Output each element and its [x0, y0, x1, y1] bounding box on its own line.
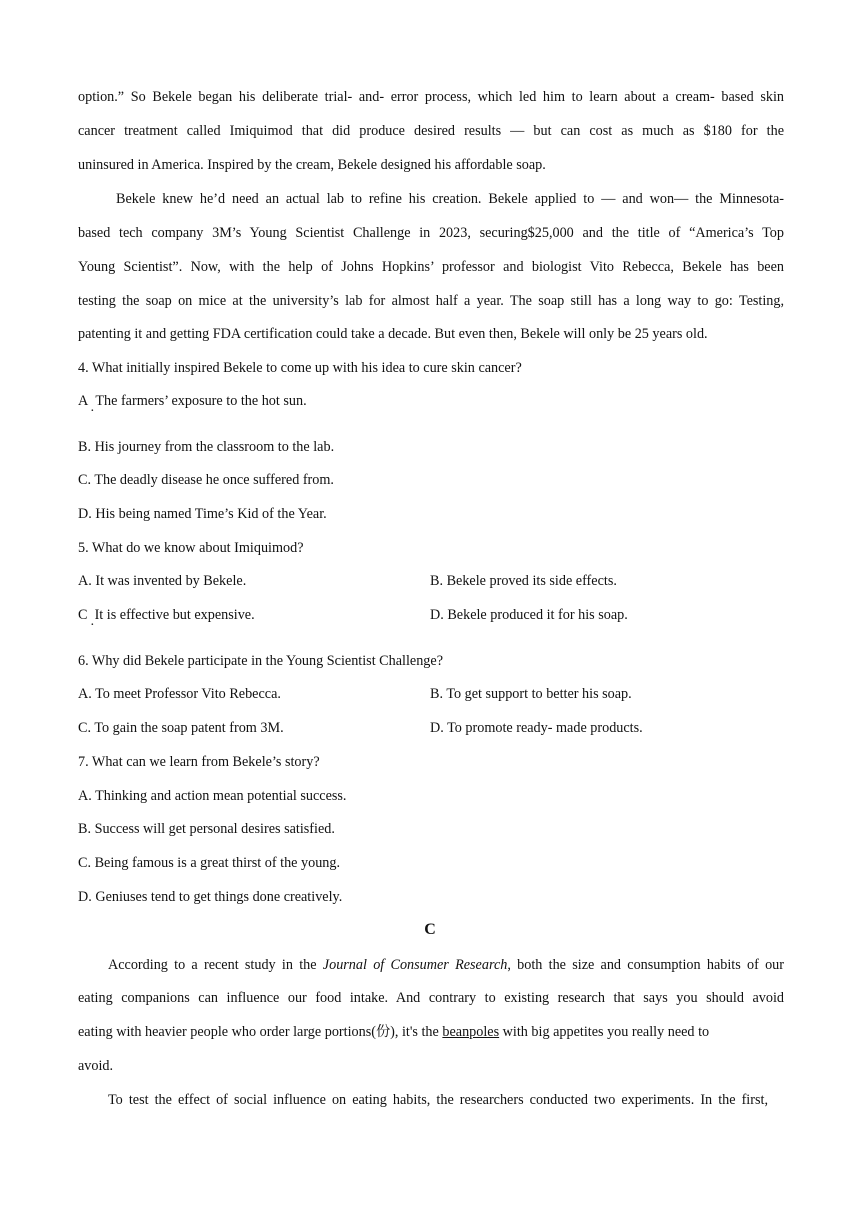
answer-option: [78, 887, 784, 907]
paragraph-line: To test the effect of social influence on eating habits, the researchers conducted two experiments. In the first,: [108, 1092, 768, 1108]
option-text: To meet Professor Vito Rebecca.: [95, 686, 281, 702]
option-letter: D.: [78, 889, 92, 905]
option-letter: D.: [78, 506, 92, 522]
option-letter: C.: [78, 472, 92, 488]
answer-option: [78, 718, 418, 738]
answer-option: [430, 571, 784, 591]
answer-option: [78, 786, 784, 806]
option-letter: D.: [430, 607, 444, 623]
option-letter: C.: [78, 720, 92, 736]
paragraph-line: uninsured in America. Inspired by the cream, Bekele designed his affordable soap.: [78, 157, 546, 173]
paragraph-line: Young Scientist”. Now, with the help of Johns Hopkins’ professor and biologist Vito Rebecca, Bekele has been: [78, 259, 784, 275]
journal-title: Journal of Consumer Research: [322, 957, 508, 973]
option-letter: B.: [430, 573, 444, 589]
paragraph-line: eating with heavier people who order large portions(份), it's the beanpoles with big appetites you really need to: [78, 1024, 710, 1040]
underlined-word: beanpoles: [442, 1024, 500, 1040]
paragraph-line: avoid.: [78, 1058, 114, 1074]
paragraph-line: cancer treatment called Imiquimod that did produce desired results — but can cost as much as $180 for the: [78, 123, 784, 139]
option-letter: A.: [78, 573, 92, 589]
question-stem: 6. Why did Bekele participate in the Young Scientist Challenge?: [78, 653, 443, 669]
dot-mark: ·: [90, 618, 95, 633]
question-stem: 4. What initially inspired Bekele to come up with his idea to cure skin cancer?: [78, 360, 522, 376]
answer-option: [78, 853, 784, 873]
paragraph-line: based tech company 3M’s Young Scientist Challenge in 2023, securing$25,000 and the title of “America’s Top: [78, 225, 784, 241]
option-letter: C: [78, 607, 88, 623]
paragraph-line: option.” So Bekele began his deliberate trial- and- error process, which led him to learn about a cream- based skin: [78, 89, 784, 105]
option-text: To gain the soap patent from 3M.: [94, 720, 284, 736]
option-text: Geniuses tend to get things done creatively.: [95, 889, 343, 905]
option-text: It was invented by Bekele.: [95, 573, 247, 589]
answer-option: [78, 437, 784, 457]
answer-option: [430, 718, 784, 738]
option-letter: A: [78, 393, 89, 409]
question-stem: 5. What do we know about Imiquimod?: [78, 540, 304, 556]
option-letter: B.: [78, 439, 92, 455]
section-heading: C: [424, 921, 436, 938]
option-text: Bekele proved its side effects.: [446, 573, 617, 589]
option-text: His being named Time’s Kid of the Year.: [95, 506, 327, 522]
answer-option: [78, 504, 784, 524]
answer-option: [430, 684, 784, 704]
answer-option: [78, 391, 784, 411]
option-text: Success will get personal desires satisfied.: [94, 821, 335, 837]
paragraph-line: testing the soap on mice at the university’s lab for almost half a year. The soap still has a long way to go: Testing,: [78, 293, 784, 309]
option-letter: A.: [78, 686, 92, 702]
answer-option: [78, 605, 418, 625]
option-text: Thinking and action mean potential success.: [95, 788, 347, 804]
paragraph-line: Bekele knew he’d need an actual lab to refine his creation. Bekele applied to — and won— the Minnesota-: [116, 191, 784, 207]
paragraph-line: According to a recent study in the Journal of Consumer Research, both the size and consumption habits of our: [108, 957, 784, 973]
option-text: The farmers’ exposure to the hot sun.: [95, 393, 307, 409]
answer-option: [78, 819, 784, 839]
answer-option: [430, 605, 784, 625]
option-text: It is effective but expensive.: [94, 607, 255, 623]
option-letter: A.: [78, 788, 92, 804]
option-text: Being famous is a great thirst of the young.: [94, 855, 341, 871]
paragraph-line: eating companions can influence our food intake. And contrary to existing research that says you should avoid: [78, 990, 784, 1006]
option-letter: D.: [430, 720, 444, 736]
option-text: To promote ready- made products.: [447, 720, 643, 736]
option-text: His journey from the classroom to the lab.: [94, 439, 335, 455]
question-stem: 7. What can we learn from Bekele’s story?: [78, 754, 320, 770]
paragraph-line: patenting it and getting FDA certification could take a decade. But even then, Bekele will only be 25 years old.: [78, 326, 708, 342]
dot-mark: ·: [90, 404, 95, 419]
answer-option: [78, 470, 784, 490]
answer-option: [78, 684, 418, 704]
option-letter: B.: [430, 686, 444, 702]
option-text: Bekele produced it for his soap.: [447, 607, 628, 623]
option-text: The deadly disease he once suffered from.: [94, 472, 334, 488]
option-letter: C.: [78, 855, 92, 871]
answer-option: [78, 571, 418, 591]
option-letter: B.: [78, 821, 92, 837]
option-text: To get support to better his soap.: [446, 686, 632, 702]
